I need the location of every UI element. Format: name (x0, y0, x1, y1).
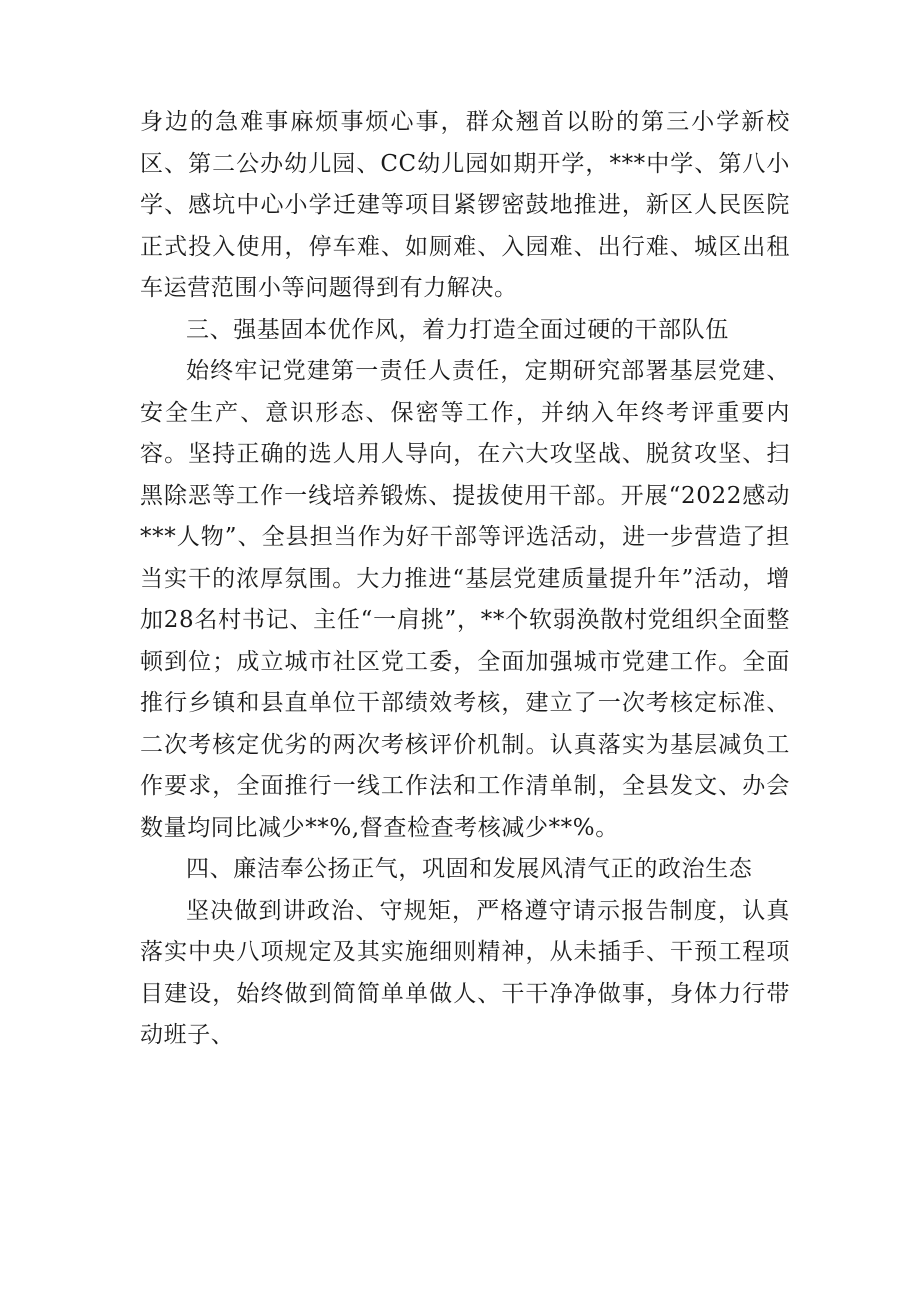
body-paragraph-integrity: 坚决做到讲政治、守规矩，严格遵守请示报告制度，认真落实中央八项规定及其实施细则精神，从未插手、干预工程项目建设，始终做到简简单单做人、干干净净做事，身体力行带动班子、 (140, 897, 790, 1048)
document-body (140, 102, 790, 1057)
body-paragraph-continued: 身边的急难事麻烦事烦心事，群众翘首以盼的第三小学新校区、第二公办幼儿园、CC幼儿园如期开学，***中学、第八小学、感坑中心小学迁建等项目紧锣密鼓地推进，新区人民医院正式投入使用，停车难、如厕难、入园难、出行难、城区出租车运营范围小等问题得到有力解决。 (140, 109, 790, 301)
body-paragraph-cadre-team: 始终牢记党建第一责任人责任，定期研究部署基层党建、安全生产、意识形态、保密等工作，并纳入年终考评重要内容。坚持正确的选人用人导向，在六大攻坚战、脱贫攻坚、扫黑除恶等工作一线培养锻炼、提拔使用干部。开展“2022感动***人物”、全县担当作为好干部等评选活动，进一步营造了担当实干的浓厚氛围。大力推进“基层党建质量提升年”活动，增加28名村书记、主任“一肩挑”，**个软弱涣散村党组织全面整顿到位；成立城市社区党工委，全面加强城市党建工作。全面推行乡镇和县直单位干部绩效考核，建立了一次考核定标准、二次考核定优劣的两次考核评价机制。认真落实为基层减负工作要求，全面推行一线工作法和工作清单制，全县发文、办会数量均同比减少**%,督查检查考核减少**%。 (140, 358, 790, 841)
section-heading-three: 三、强基固本优作风，着力打造全面过硬的干部队伍 (186, 316, 729, 343)
section-heading-four: 四、廉洁奉公扬正气，巩固和发展风清气正的政治生态 (186, 856, 753, 882)
